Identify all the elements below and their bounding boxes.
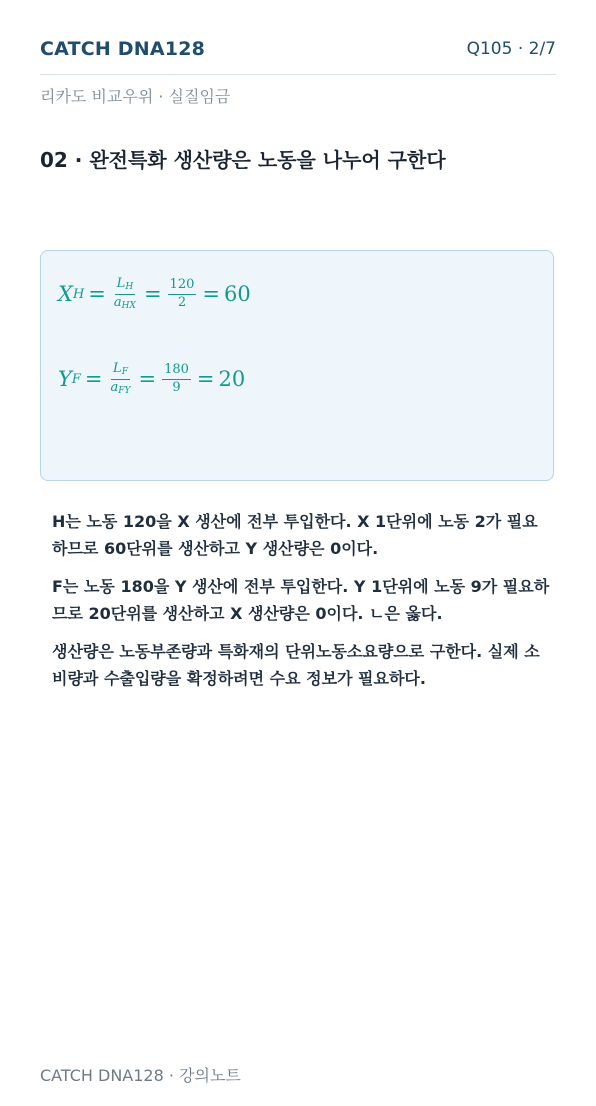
footer: CATCH DNA128 · 강의노트 — [40, 1066, 241, 1085]
fraction-denominator: 2 — [177, 294, 187, 310]
formula-lhs: Y — [58, 367, 72, 391]
fraction-denominator: 9 — [172, 379, 181, 395]
equals-sign: = — [202, 282, 220, 306]
formula-fraction-numeric — [162, 363, 191, 396]
equals-sign: = — [196, 367, 215, 391]
subtitle: 리카도 비교우위 · 실질임금 — [40, 87, 231, 106]
formula-lhs: X — [58, 282, 73, 306]
formula-fraction-symbolic — [112, 277, 138, 311]
equals-sign: = — [88, 282, 106, 306]
fraction-denominator: aHX — [113, 294, 136, 311]
equals-sign: = — [138, 367, 157, 391]
explanation-text — [52, 508, 552, 703]
formula-lhs-sub: H — [72, 286, 85, 302]
formula-lhs-sub: F — [71, 371, 81, 387]
question-counter: Q105 · 2/7 — [466, 39, 556, 59]
formula-result: 60 — [223, 282, 251, 306]
equals-sign: = — [143, 282, 162, 306]
paragraph-f: F는 노동 180을 Y 생산에 전부 투입한다. Y 1단위에 노동 9가 필요하므로 20단위를 생산하고 X 생산량은 0이다. ㄴ은 옳다. — [52, 577, 550, 623]
fraction-numerator: 120 — [168, 278, 197, 295]
formula-fraction-numeric — [168, 278, 197, 311]
header — [40, 36, 556, 75]
equals-sign: = — [84, 367, 103, 391]
formula-result: 20 — [218, 367, 246, 391]
fraction-denominator: aFY — [110, 379, 131, 396]
fraction-numerator: LF — [111, 362, 130, 379]
formula-yf — [58, 354, 245, 404]
formula-fraction-symbolic — [109, 362, 133, 396]
brand-title: CATCH DNA128 — [40, 38, 206, 60]
paragraph-h: H는 노동 120을 X 생산에 전부 투입한다. X 1단위에 노동 2가 필요하므로 60단위를 생산하고 Y 생산량은 0이다. — [52, 512, 538, 558]
paragraph-summary: 생산량은 노동부존량과 특화재의 단위노동소요량으로 구한다. 실제 소비량과 수출입량을 확정하려면 수요 정보가 필요하다. — [52, 642, 540, 688]
formula-box — [40, 250, 554, 481]
formula-xh — [58, 269, 251, 319]
section-title: 02 · 완전특화 생산량은 노동을 나누어 구한다 — [40, 148, 446, 172]
fraction-numerator: LH — [115, 277, 136, 294]
fraction-numerator: 180 — [162, 363, 191, 380]
